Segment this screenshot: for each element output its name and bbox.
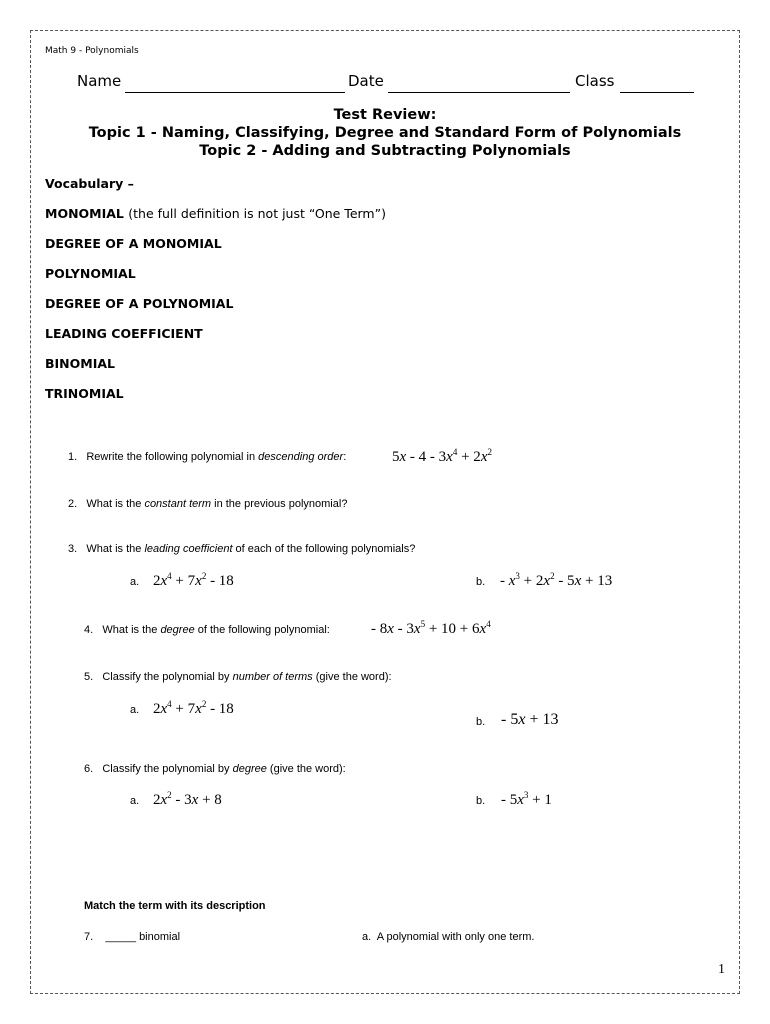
- title-line-2: Topic 1 - Naming, Classifying, Degree and Standard Form of Polynomials: [88, 125, 682, 141]
- page-border: [30, 30, 740, 994]
- question-number: 3.: [68, 543, 78, 555]
- question-5: 5. Classify the polynomial by number of terms (give the word):: [84, 671, 392, 683]
- vocabulary-heading: Vocabulary –: [45, 176, 134, 191]
- q1-polynomial: $5x - 4 - 3x^4 + 2x^2$: [392, 447, 492, 465]
- part-b-label: b.: [476, 716, 486, 728]
- name-label: Name: [77, 72, 122, 90]
- part-a-label: a.: [130, 576, 140, 588]
- vocab-monomial: [45, 206, 386, 221]
- vocab-term: DEGREE OF A MONOMIAL: [45, 236, 222, 251]
- vocab-monomial-note: (the full definition is not just “One Term”): [128, 206, 386, 221]
- q3a-polynomial: $2x^4 + 7x^2 - 18$: [153, 571, 234, 589]
- question-number: 4.: [84, 624, 94, 636]
- question-number: 1.: [68, 451, 78, 463]
- q6a-polynomial: $2x^2 - 3x + 8$: [153, 790, 222, 808]
- title-line-1: Test Review:: [333, 107, 437, 123]
- name-blank[interactable]: [125, 92, 345, 93]
- question-2: 2. What is the constant term in the previous polynomial?: [68, 498, 348, 510]
- q5b-polynomial: - 5x + 13: [501, 711, 559, 728]
- q5a-polynomial: $2x^4 + 7x^2 - 18$: [153, 699, 234, 717]
- vocab-term: DEGREE OF A POLYNOMIAL: [45, 296, 234, 311]
- vocab-term: LEADING COEFFICIENT: [45, 326, 203, 341]
- vocab-term: POLYNOMIAL: [45, 266, 136, 281]
- question-number: 7.: [84, 931, 94, 943]
- match-choice-a: a. A polynomial with only one term.: [362, 931, 535, 943]
- question-7: [84, 931, 180, 943]
- q3b-polynomial: - $x^3 + 2x^2 - 5x + 13$: [500, 571, 613, 589]
- class-label: Class: [575, 72, 615, 90]
- question-number: 2.: [68, 498, 78, 510]
- part-b-label: b.: [476, 576, 486, 588]
- question-4: 4. What is the degree of the following polynomial:: [84, 624, 330, 636]
- q6b-polynomial: - $5x^3 + 1$: [501, 790, 552, 808]
- date-label: Date: [348, 72, 384, 90]
- q4-polynomial: - $8x - 3x^5 + 10 + 6x^4$: [371, 619, 491, 637]
- course-header: Math 9 - Polynomials: [45, 46, 139, 56]
- class-blank[interactable]: [620, 92, 694, 93]
- date-blank[interactable]: [388, 92, 570, 93]
- question-3: 3. What is the leading coefficient of each of the following polynomials?: [68, 543, 416, 555]
- question-number: 6.: [84, 763, 94, 775]
- q7-term: _____ binomial: [105, 931, 181, 943]
- part-b-label: b.: [476, 795, 486, 807]
- part-a-label: a.: [130, 795, 140, 807]
- vocab-monomial-term: MONOMIAL: [45, 206, 124, 221]
- vocab-term: TRINOMIAL: [45, 386, 124, 401]
- question-1: 1. Rewrite the following polynomial in descending order:: [68, 451, 347, 463]
- match-heading: Match the term with its description: [84, 900, 266, 912]
- part-a-label: a.: [130, 704, 140, 716]
- page-number: 1: [718, 962, 725, 977]
- question-6: 6. Classify the polynomial by degree (give the word):: [84, 763, 346, 775]
- title-line-3: Topic 2 - Adding and Subtracting Polynomials: [199, 143, 571, 159]
- question-number: 5.: [84, 671, 94, 683]
- vocab-term: BINOMIAL: [45, 356, 115, 371]
